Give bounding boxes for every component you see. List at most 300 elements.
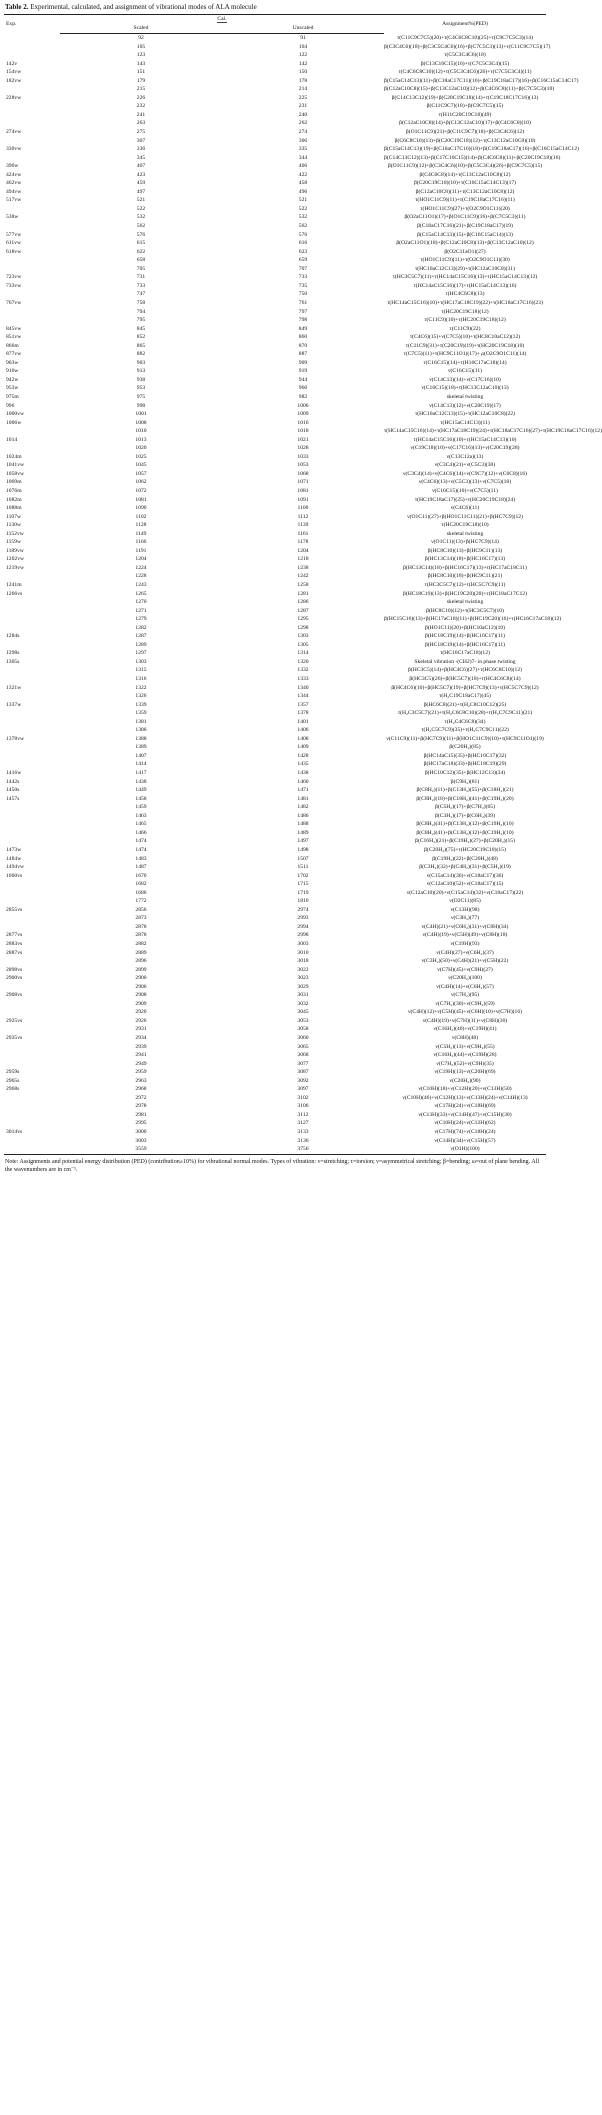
table-row — [4, 521, 546, 530]
cell-scaled: 2908 — [135, 992, 147, 999]
cell-unscaled: 750 — [298, 291, 308, 298]
cell-exp: 494vw — [6, 188, 22, 195]
cell-scaled: 1326 — [135, 693, 147, 700]
cell-unscaled: 1357 — [297, 701, 309, 708]
cell-scaled: 1407 — [135, 752, 147, 759]
cell-unscaled: 1016 — [297, 419, 309, 426]
cell-exp: 2877vs — [6, 932, 23, 939]
cell-unscaled: 1408 — [297, 735, 309, 742]
table-row — [4, 68, 546, 77]
cell-exp — [4, 914, 60, 923]
cell-unscaled: 1497 — [297, 838, 309, 845]
table-row — [4, 359, 546, 368]
table-row — [4, 590, 546, 599]
cell-scaled: 998 — [136, 402, 146, 409]
cell-exp — [4, 803, 60, 812]
table-row — [4, 1025, 546, 1034]
cell-scaled: 423 — [136, 171, 146, 178]
cell-scaled: 615 — [136, 240, 146, 247]
table-row — [4, 256, 546, 265]
cell-assignment: ν(C16C15)(18)+τ(HC13C12aC10)(13) — [421, 385, 509, 392]
cell-exp: 396w — [6, 163, 19, 170]
cell-exp — [4, 615, 60, 624]
cell-scaled: 733 — [136, 282, 146, 289]
cell-exp: 618vw — [6, 248, 22, 255]
cell-exp: 942w — [6, 376, 19, 383]
cell-scaled: 179 — [136, 77, 146, 84]
cell-exp — [4, 1102, 60, 1111]
table-row — [4, 265, 546, 274]
table-row — [4, 410, 546, 419]
cell-scaled: 1670 — [135, 872, 147, 879]
cell-assignment: β(C20H₂)(85) — [449, 744, 481, 751]
cell-assignment: τ(H11C20C19C18)(49) — [438, 111, 492, 118]
table-row — [4, 444, 546, 453]
cell-unscaled: 1438 — [297, 770, 309, 777]
cell-unscaled: 335 — [298, 146, 308, 153]
cell-exp — [4, 222, 60, 231]
cell-exp: 1082m — [6, 496, 22, 503]
cell-unscaled: 887 — [298, 351, 308, 358]
cell-assignment: β(C8H₂)(18)+β(C18H₂)(41)+β(C19H₂)(20) — [416, 795, 514, 802]
cell-scaled: 522 — [136, 205, 146, 212]
table-row — [4, 102, 546, 111]
cell-assignment: β(C11C9C7)(18)+β(C9C7C5)(15) — [426, 103, 504, 110]
cell-unscaled: 122 — [298, 52, 308, 59]
cell-unscaled: 1204 — [297, 547, 309, 554]
cell-exp — [4, 34, 60, 43]
cell-scaled: 1297 — [135, 650, 147, 657]
header-row-1 — [4, 15, 546, 25]
cell-exp — [4, 897, 60, 906]
cell-exp: 903w — [6, 359, 19, 366]
cell-exp: 851vw — [6, 334, 22, 341]
cell-unscaled: 1161 — [297, 530, 309, 537]
cell-exp: 2925vs — [6, 1017, 23, 1024]
table-row — [4, 1111, 546, 1120]
cell-exp: 877vw — [6, 351, 22, 358]
cell-assignment: β(C8H₂)(11)+β(C13H₂)(55)+β(C18H₂)(21) — [416, 787, 514, 794]
cell-scaled: 1438 — [135, 778, 147, 785]
cell-scaled: 497 — [136, 188, 146, 195]
cell-scaled: 307 — [136, 137, 146, 144]
cell-scaled: 123 — [136, 52, 146, 59]
cell-unscaled: 231 — [298, 103, 308, 110]
cell-unscaled: 240 — [298, 111, 308, 118]
cell-scaled: 1008 — [135, 419, 147, 426]
cell-assignment: ν(O2C11)(85) — [449, 898, 481, 905]
cell-unscaled: 3045 — [297, 1009, 309, 1016]
cell-exp: 1378vw — [6, 735, 25, 742]
cell-assignment: ν(C13H)(33)+ν(C14H)(47)+ν(C15H)(30) — [418, 1111, 512, 1118]
cell-scaled: 2856 — [135, 906, 147, 913]
cell-unscaled: 1810 — [297, 898, 309, 905]
cell-unscaled: 2974 — [297, 906, 309, 913]
cell-exp: 2968s — [6, 1086, 20, 1093]
cell-assignment: τ(HC14aC15C16)(14)+τ(HC17aC18C19)(24)+τ(HC18aC17C16)(27)+τ(HC19C18aC17C16)(12) — [384, 428, 602, 435]
cell-assignment: β(C8H₂)(41)+β(C13H₂)(12)+β(C19H₂)(10) — [416, 821, 514, 828]
cell-assignment: ν(C7H)(45)+ν(C9H)(27) — [437, 966, 493, 973]
cell-scaled: 143 — [136, 60, 146, 67]
cell-unscaled: 214 — [298, 86, 308, 93]
cell-scaled: 241 — [136, 111, 146, 118]
cell-scaled: 2963 — [135, 1077, 147, 1084]
cell-assignment: ν(C12aC10)(52)+ν(C18aC17)(15) — [426, 881, 504, 888]
table-row — [4, 487, 546, 496]
cell-scaled: 794 — [136, 308, 146, 315]
cell-assignment: ν(C8H)(48) — [451, 1034, 479, 1041]
cell-scaled: 1045 — [135, 462, 147, 469]
cell-assignment: β(O1C11C9)(21)+β(C11C9C7)(18)+β(C3C4C6)(12) — [405, 129, 525, 136]
cell-exp: 953w — [6, 385, 19, 392]
table-row — [4, 1017, 546, 1026]
cell-unscaled: 1489 — [297, 829, 309, 836]
cell-scaled: 1282 — [135, 624, 147, 631]
cell-scaled: 576 — [136, 231, 146, 238]
cell-exp: 1337w — [6, 701, 22, 708]
cell-unscaled: 522 — [298, 205, 308, 212]
cell-exp — [4, 1008, 60, 1017]
cell-scaled: 1149 — [135, 530, 147, 537]
cell-scaled: 3000 — [135, 1129, 147, 1135]
cell-exp — [4, 666, 60, 675]
table-row — [4, 1051, 546, 1060]
cell-unscaled: 496 — [298, 188, 308, 195]
table-row — [4, 581, 546, 590]
table-row — [4, 290, 546, 299]
cell-exp — [4, 598, 60, 607]
table-row — [4, 222, 546, 231]
cell-unscaled: 1081 — [297, 487, 309, 494]
cell-assignment: τ(C4C6C8C10)(12)+τ(C5C3C4C6)(26)+τ(C7C5C3C4)(11) — [398, 69, 532, 76]
cell-exp — [4, 1060, 60, 1069]
table-row — [4, 1119, 546, 1128]
table-row — [4, 726, 546, 735]
table-row — [4, 666, 546, 675]
cell-scaled: 2920 — [135, 1009, 147, 1016]
table-row — [4, 846, 546, 855]
cell-unscaled: 1702 — [297, 872, 309, 879]
cell-assignment: ν(O1C11)(13)+β(HC7C9)(14) — [431, 539, 499, 546]
table-row — [4, 119, 546, 128]
cell-scaled: 3003 — [135, 1137, 147, 1144]
table-row — [4, 701, 546, 710]
table-row — [4, 162, 546, 171]
table-row — [4, 991, 546, 1000]
cell-exp — [4, 1137, 60, 1146]
table-row — [4, 299, 546, 308]
table-row — [4, 1145, 546, 1154]
cell-assignment: ν(C13C12a)(13) — [446, 453, 484, 460]
cell-scaled: 913 — [136, 368, 146, 375]
cell-assignment: β(HC6C8)(21)+τ(H₂C8C10C12)(25) — [423, 701, 507, 708]
cell-unscaled: 761 — [298, 299, 308, 306]
cell-unscaled: 2998 — [297, 932, 309, 939]
cell-scaled: 1772 — [135, 898, 147, 905]
cell-assignment: τ(HC10aC12C13)(15)+τ(HC12aC10C8)(22) — [415, 411, 515, 418]
cell-assignment: β(HC3C5)(26)+β(HC5C7)(18)+τ(HC4C6C8)(14) — [409, 676, 521, 683]
cell-exp: 1069m — [6, 479, 22, 486]
cell-unscaled: 104 — [298, 43, 308, 50]
table-row — [4, 743, 546, 752]
cell-exp: 1473w — [6, 846, 22, 853]
cell-unscaled: 1378 — [297, 710, 309, 717]
header-unscaled: Unscaled — [222, 24, 384, 34]
cell-scaled: 1072 — [135, 487, 147, 494]
cell-assignment: ν(C14C13)(14)+ν(C17C16)(10) — [429, 376, 501, 383]
cell-exp — [4, 820, 60, 829]
table-row — [4, 837, 546, 846]
cell-assignment: τ(C11C9)(31)+τ(C20C19)(19)+τ(HC20C19C18)(10) — [405, 342, 525, 349]
table-row — [4, 1085, 546, 1094]
cell-assignment: β(C20C19C18)(10)+τ(C16C15aC14C13)(17) — [413, 180, 517, 187]
cell-unscaled: 3060 — [297, 1034, 309, 1041]
cell-exp: 2959s — [6, 1069, 20, 1076]
cell-scaled: 2899 — [135, 966, 147, 973]
cell-assignment: β(C3H₂)(32)+β(C4H₂)(31)+β(C5H₂)(19) — [419, 864, 511, 871]
cell-exp — [4, 205, 60, 214]
cell-unscaled: 1482 — [297, 804, 309, 811]
cell-exp: 274vw — [6, 129, 22, 136]
cell-scaled: 562 — [136, 223, 146, 230]
table-row — [4, 145, 546, 154]
cell-unscaled: 1488 — [297, 821, 309, 828]
table-body — [4, 34, 602, 1155]
table-row — [4, 94, 546, 103]
cell-exp — [4, 880, 60, 889]
cell-assignment: ν(O1C11)(27)+β(HO1C11C11)(21)+β(HC7C9)(12) — [407, 513, 523, 520]
cell-exp — [4, 102, 60, 111]
cell-exp — [4, 607, 60, 616]
cell-scaled: 1303 — [135, 658, 147, 665]
table-row — [4, 231, 546, 240]
cell-unscaled: 1320 — [297, 658, 309, 665]
table-row — [4, 1043, 546, 1052]
cell-exp: 866m — [6, 342, 19, 349]
cell-exp: 2900vs — [6, 975, 23, 982]
cell-assignment: ν(C19C18)(10)+ν(C17C16)(13)+ν(C20C19)(28) — [410, 445, 520, 452]
cell-unscaled: 225 — [298, 94, 308, 101]
table-row — [4, 504, 546, 513]
table-row — [4, 820, 546, 829]
cell-unscaled: 1018 — [297, 428, 309, 435]
cell-exp: 845vw — [6, 325, 22, 332]
table-row — [4, 393, 546, 402]
cell-unscaled: 3003 — [297, 940, 309, 947]
cell-unscaled: 306 — [298, 137, 308, 144]
cell-assignment: ν(C14C13)(12)+ν(C20C19)(17) — [429, 402, 501, 409]
cell-exp — [4, 85, 60, 94]
table-row — [4, 248, 546, 257]
cell-exp — [4, 1025, 60, 1034]
cell-scaled: 1287 — [135, 633, 147, 640]
cell-scaled: 2926 — [135, 1017, 147, 1024]
cell-assignment: ν(C16H₂)(40)+ν(C19H)(41) — [433, 1026, 497, 1033]
cell-assignment: β(C18aC17C16)(21)+β(C19C18aC17)(19) — [417, 223, 513, 230]
cell-assignment: ν(C4C6)(13)+ν(C5C3)(13)+ν(C7C5)(18) — [418, 479, 512, 486]
table-row — [4, 419, 546, 428]
cell-unscaled: 1242 — [297, 573, 309, 580]
table-row — [4, 213, 546, 222]
cell-unscaled: 919 — [298, 368, 308, 375]
cell-assignment: β(C15aC14C13)(19)+β(C18aC17C16)(18)+β(C19C18aC17)(16)+β(C16C15aC14C12) — [384, 146, 579, 153]
cell-scaled: 105 — [136, 43, 146, 50]
cell-assignment: ν(C19H)(13)+ν(C20H)(69) — [434, 1069, 496, 1076]
header-cal-label: Cal. — [217, 16, 227, 22]
table-row — [4, 718, 546, 727]
cell-exp: 462vw — [6, 180, 22, 187]
cell-scaled: 1057 — [135, 470, 147, 477]
cell-exp — [4, 51, 60, 60]
cell-assignment: τ(H₂C19C18aC17)(45) — [439, 693, 491, 700]
table-row — [4, 325, 546, 334]
cell-unscaled: 1428 — [297, 752, 309, 759]
cell-unscaled: 3097 — [297, 1086, 309, 1093]
cell-assignment: β(HC17aC18)(33)+β(HC18C19)(29) — [423, 761, 507, 768]
cell-assignment: τ(HO1C11C9)(11)+τ(C19C18aC17C16)(11) — [415, 197, 515, 204]
cell-assignment: ν(C15aC14)(36)+ν(C18aC17)(36) — [426, 872, 504, 879]
cell-assignment: ν(C19H)(93) — [450, 940, 480, 947]
table-row — [4, 675, 546, 684]
table-row — [4, 855, 546, 864]
cell-unscaled: 576 — [298, 231, 308, 238]
cell-unscaled: 1281 — [297, 590, 309, 597]
header-exp: Exp. — [4, 15, 60, 34]
cell-scaled: 521 — [136, 197, 146, 204]
cell-unscaled: 1295 — [297, 616, 309, 623]
cell-assignment: ν(C20H₂)(100) — [448, 975, 482, 982]
table-row — [4, 154, 546, 163]
cell-scaled: 1339 — [135, 701, 147, 708]
cell-assignment: β(C13C16C15)(16)+τ(C7C5C3C4)(15) — [420, 60, 510, 67]
table-caption — [4, 0, 546, 14]
table-row — [4, 795, 546, 804]
cell-exp: 1159w — [6, 539, 22, 546]
table-row — [4, 1102, 546, 1111]
cell-exp: 996 — [6, 402, 15, 409]
table-row — [4, 478, 546, 487]
cell-assignment: ν(C4H)(14)+ν(C6H₂)(57) — [436, 983, 494, 990]
cell-scaled: 845 — [136, 325, 146, 332]
cell-scaled: 731 — [136, 274, 146, 281]
table-row — [4, 615, 546, 624]
cell-assignment: β(C5H₂)(17)+β(C7H₂)(65) — [435, 804, 495, 811]
cell-unscaled: 3077 — [297, 1060, 309, 1067]
table-row — [4, 752, 546, 761]
cell-assignment: β(HC10C12)(35)+β(HC12C13)(34) — [424, 770, 506, 777]
table-row — [4, 402, 546, 411]
cell-scaled: 2941 — [135, 1052, 147, 1059]
cell-unscaled: 3022 — [297, 966, 309, 973]
cell-assignment: τ(HC4C6C8)(13) — [445, 291, 485, 298]
cell-assignment: τ(C4C6)(15)+ν(C7C5)(10)+τ(HC8C10aC12)(12) — [409, 334, 521, 341]
table-row — [4, 760, 546, 769]
cell-scaled: 1417 — [135, 770, 147, 777]
cell-assignment: ν(C16H₂)(44)+ν(C19H)(28) — [433, 1052, 497, 1059]
cell-unscaled: 909 — [298, 359, 308, 366]
table-row — [4, 607, 546, 616]
cell-assignment: ν(C4C6)(11) — [450, 505, 480, 512]
cell-unscaled: 1009 — [297, 411, 309, 418]
table-row — [4, 1077, 546, 1086]
cell-assignment: β(HC18C19)(14)+β(HC16C17)(11) — [424, 633, 506, 640]
cell-exp: 154vw — [6, 69, 22, 76]
table-row — [4, 427, 546, 436]
cell-assignment: β(C15aC14C13)(11)+β(C18aC17C11)(16)+β(C19C18aC17)(16)+β(C16C15aC14C17) — [384, 77, 579, 84]
header-cal — [60, 15, 384, 25]
cell-scaled: 2909 — [135, 1000, 147, 1007]
table-row — [4, 453, 546, 462]
cell-exp: 2883vs — [6, 940, 23, 947]
cell-unscaled: 1471 — [297, 787, 309, 794]
cell-unscaled: 178 — [298, 77, 308, 84]
table-row — [4, 735, 546, 744]
cell-exp: 1024m — [6, 453, 22, 460]
cell-exp: 1058vw — [6, 470, 25, 477]
cell-assignment: β(C9H₂)(81) — [450, 778, 480, 785]
cell-assignment: τ(HC3C5C7)(12)+τ(HC5C7C9)(11) — [424, 582, 506, 588]
cell-scaled: 852 — [136, 334, 146, 341]
cell-assignment: β(C12aC10C8)(14)+β(C13C12aC10)(17)+β(C4C6C8)(10) — [399, 120, 531, 127]
table-row — [4, 863, 546, 872]
cell-unscaled: 1006 — [297, 402, 309, 409]
cell-assignment: β(C16H₂)(21)+β(C19H₂)(27)+β(C20H₂)(15) — [415, 838, 515, 845]
table-row — [4, 1034, 546, 1043]
cell-assignment: β(C12aC10C8)(11)+τ(C13C12aC10C8)(12) — [415, 188, 515, 195]
cell-assignment: ν(C7H₂)(30)+ν(C9H₂)(59) — [435, 1000, 495, 1007]
cell-assignment: β(HC14aC15)(35)+β(HC16C17)(32) — [423, 752, 507, 759]
cell-exp — [4, 154, 60, 163]
table-row — [4, 51, 546, 60]
cell-assignment: τ(HC3C5C7)(11)+τ(HC14aC15C16)(13)+τ(HC15aC14C13)(12) — [392, 274, 538, 281]
cell-assignment: ν(C7H₂)(95) — [450, 992, 480, 999]
cell-scaled: 459 — [136, 180, 146, 187]
cell-unscaled: 406 — [298, 163, 308, 170]
cell-scaled: 1090 — [135, 505, 147, 512]
cell-assignment: ν(O1H)(100) — [384, 1145, 546, 1154]
cell-exp — [4, 829, 60, 838]
table-row — [4, 983, 546, 992]
cell-scaled: 1386 — [135, 727, 147, 734]
cell-unscaled: 458 — [298, 180, 308, 187]
cell-exp — [4, 290, 60, 299]
cell-unscaled: 1071 — [297, 479, 309, 486]
cell-scaled: 1271 — [135, 607, 147, 614]
caption-label: Table 2. — [5, 3, 29, 11]
cell-assignment: β(HC8C10)(12)+τ(HC3C5C7)(10) — [426, 607, 504, 614]
cell-exp: 1241m — [6, 582, 22, 588]
cell-assignment: τ(C11C9)(10)+τ(HC20C19C18)(12) — [424, 317, 506, 324]
cell-unscaled: 3756 — [222, 1145, 384, 1154]
table-row — [4, 316, 546, 325]
table-row — [4, 384, 546, 393]
cell-exp: 182vw — [6, 77, 22, 84]
cell-scaled: 2896 — [135, 958, 147, 965]
cell-assignment: β(O2C11aO1)(27) — [444, 248, 486, 255]
table-row — [4, 555, 546, 564]
cell-exp: 1076m — [6, 487, 22, 494]
cell-assignment: ν(C4H)(27)+ν(C6H₂)(37) — [436, 949, 494, 956]
cell-exp: 330vw — [6, 146, 22, 153]
cell-scaled: 1458 — [135, 795, 147, 802]
cell-scaled: 1389 — [135, 744, 147, 751]
cell-exp: 1107w — [6, 513, 22, 520]
cell-exp — [4, 1119, 60, 1128]
cell-unscaled: 616 — [298, 240, 308, 247]
table-row — [4, 692, 546, 701]
cell-scaled: 2873 — [135, 915, 147, 922]
cell-assignment: ν(C12aC10)(20)+ν(C15aC14)(32)+ν(C18aC17)(22) — [406, 889, 524, 896]
